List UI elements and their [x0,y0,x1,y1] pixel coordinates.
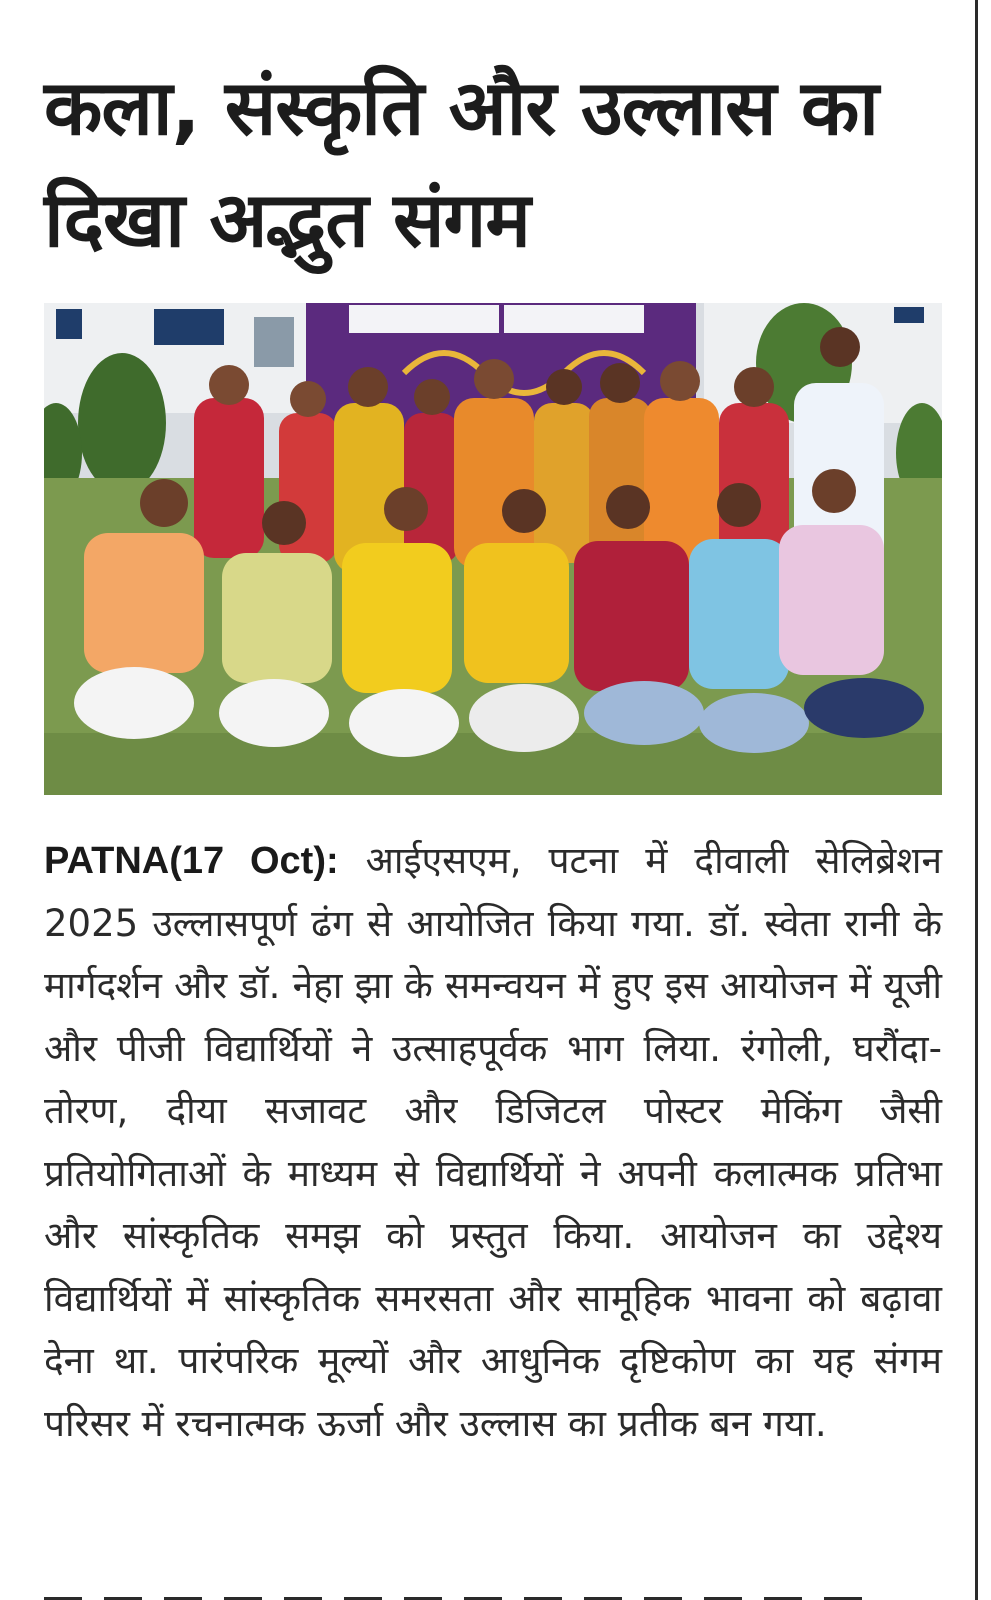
group-photo-illustration [44,303,942,795]
article-photo [44,303,942,795]
article-body [44,830,942,1455]
dateline: PATNA(17 Oct): [44,840,339,882]
body-text: आईएसएम, पटना में दीवाली सेलिब्रेशन 2025 उल्लासपूर्ण ढंग से आयोजित किया गया. डॉ. स्वेता रानी के मार्गदर्शन और डॉ. नेहा झा के समन्वयन में हुए इस आयोजन में यूजी और पीजी विद्यार्थियों ने उत्साहपूर्वक भाग लिया. रंगोली, घरौंदा-तोरण, दीया सजावट और डिजिटल पोस्टर मेकिंग जैसी प्रतियोगिताओं के माध्यम से विद्यार्थियों ने अपनी कलात्मक प्रतिभा और सांस्कृतिक समझ को प्रस्तुत किया. आयोजन का उद्देश्य विद्यार्थियों में सांस्कृतिक समरसता और सामूहिक भावना को बढ़ावा देना था. पारंपरिक मूल्यों और आधुनिक दृष्टिकोण का यह संगम परिसर में रचनात्मक ऊर्जा और उल्लास का प्रतीक बन गया. [44,839,942,1445]
headline-line-2: दिखा अद्भुत संगम [44,175,530,264]
headline-line-1: कला, संस्कृति और उल्लास का [44,63,878,152]
column-rule [975,0,978,1600]
next-article-strip [44,1588,942,1600]
headline [44,52,944,276]
